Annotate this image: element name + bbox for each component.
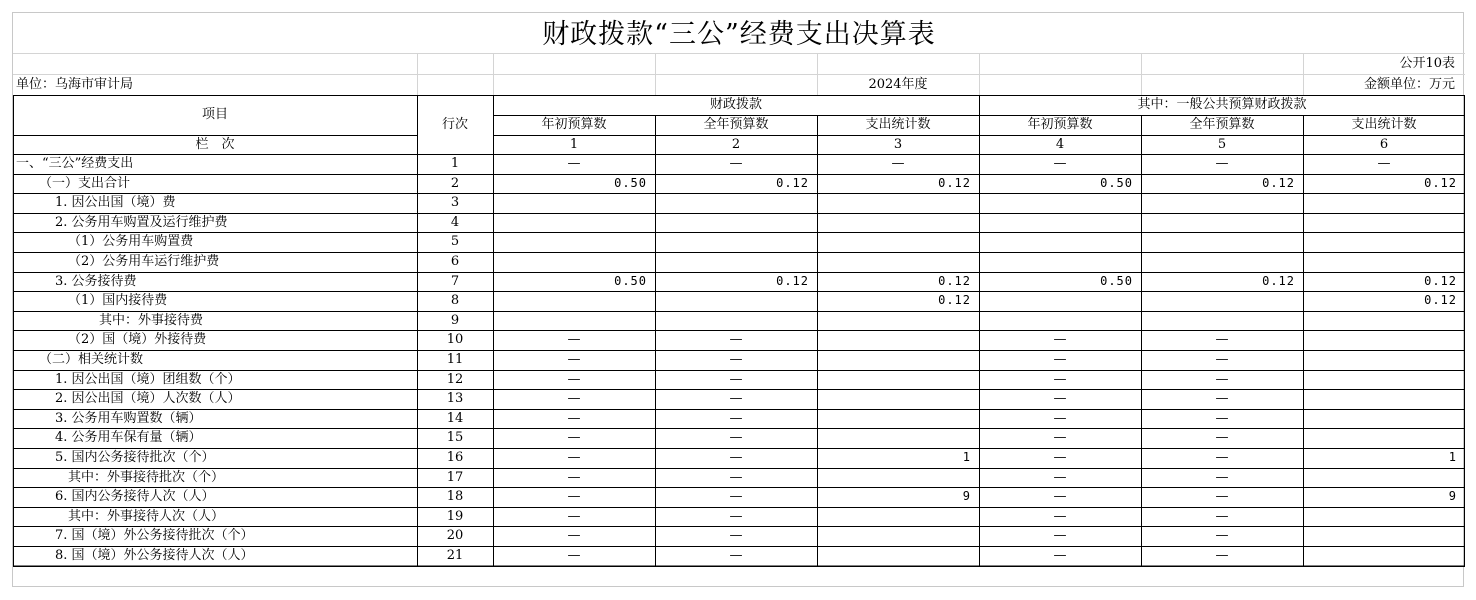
- row-value: [817, 311, 979, 331]
- unit-label: 单位：乌海市审计局: [16, 77, 134, 92]
- row-label: 其中：外事接待批次（个）: [68, 469, 225, 485]
- row-line-no: 4: [450, 214, 460, 230]
- row-value: —: [891, 156, 905, 171]
- row-value: —: [567, 469, 581, 485]
- row-value: [817, 252, 979, 272]
- row-value: 0.50: [614, 273, 647, 288]
- row-value: —: [1215, 410, 1229, 426]
- row-value: 0.12: [1424, 293, 1457, 308]
- row-line-no: 12: [446, 371, 464, 387]
- row-value: —: [1053, 391, 1067, 407]
- row-value: 0.12: [938, 293, 971, 308]
- row-line-no: 1: [450, 156, 460, 171]
- column-number-1: 1: [569, 137, 579, 152]
- row-value: 1: [962, 450, 971, 464]
- row-value: [1303, 252, 1465, 272]
- row-value: —: [1053, 450, 1067, 465]
- row-value: [817, 213, 979, 233]
- row-value: —: [1215, 548, 1229, 563]
- row-value: [979, 213, 1141, 233]
- row-value: [1303, 193, 1465, 213]
- row-line-no: 6: [450, 254, 460, 269]
- row-value: [1303, 232, 1465, 252]
- row-value: 0.12: [776, 175, 809, 190]
- row-value: [1303, 350, 1465, 370]
- row-line-no: 20: [446, 528, 464, 544]
- row-value: 0.50: [1100, 175, 1133, 190]
- row-value: —: [729, 391, 743, 407]
- row-value: [1141, 252, 1303, 272]
- row-value: —: [1215, 450, 1229, 465]
- row-value: [1141, 311, 1303, 331]
- row-value: 9: [962, 489, 971, 504]
- row-value: [817, 507, 979, 527]
- row-value: [817, 409, 979, 429]
- row-line-no: 7: [450, 273, 460, 289]
- row-value: [493, 291, 655, 311]
- row-value: —: [567, 508, 581, 524]
- row-line-no: 18: [446, 489, 464, 505]
- header-line-no: 行次: [441, 117, 468, 132]
- row-label: 7. 国（境）外公务接待批次（个）: [55, 528, 254, 544]
- row-label: 2. 因公出国（境）人次数（人）: [55, 391, 241, 407]
- row-value: [817, 193, 979, 213]
- row-value: [655, 311, 817, 331]
- row-value: —: [1053, 371, 1067, 387]
- row-line-no: 13: [446, 391, 464, 407]
- row-value: [979, 252, 1141, 272]
- row-value: —: [567, 430, 581, 446]
- row-value: —: [567, 156, 581, 171]
- row-value: 0.12: [1262, 273, 1295, 288]
- row-value: [655, 213, 817, 233]
- row-value: —: [729, 469, 743, 485]
- row-value: —: [1053, 156, 1067, 171]
- row-line-no: 19: [446, 508, 464, 524]
- row-value: [1303, 370, 1465, 390]
- row-value: [1303, 526, 1465, 546]
- column-number-6: 6: [1379, 137, 1389, 152]
- row-value: [655, 232, 817, 252]
- row-value: —: [1053, 469, 1067, 485]
- header-item: 项目: [201, 107, 228, 122]
- row-value: [493, 232, 655, 252]
- row-value: [817, 546, 979, 566]
- row-line-no: 2: [450, 175, 460, 191]
- row-value: [1141, 213, 1303, 233]
- row-label: （2）公务用车运行维护费: [68, 254, 220, 269]
- row-value: [1303, 409, 1465, 429]
- row-value: [979, 193, 1141, 213]
- row-value: 0.12: [1262, 175, 1295, 190]
- row-value: —: [729, 489, 743, 505]
- row-value: [817, 350, 979, 370]
- row-value: —: [567, 332, 581, 348]
- row-label: （二）相关统计数: [39, 352, 144, 367]
- row-value: 9: [1448, 489, 1457, 504]
- amount-unit: 金额单位：万元: [1363, 77, 1455, 92]
- row-value: —: [729, 528, 743, 544]
- row-value: 1: [1448, 450, 1457, 464]
- row-label: 其中：外事接待人次（人）: [68, 508, 225, 524]
- row-value: 0.50: [1100, 273, 1133, 288]
- row-value: [1303, 507, 1465, 527]
- header-col-3: 支出统计数: [865, 117, 931, 132]
- row-value: [493, 213, 655, 233]
- row-value: —: [729, 548, 743, 563]
- row-value: [817, 370, 979, 390]
- header-general-budget: 其中：一般公共预算财政拨款: [1137, 97, 1307, 112]
- row-value: —: [1053, 489, 1067, 505]
- page-title: 财政拨款“三公”经费支出决算表: [542, 19, 936, 50]
- row-value: —: [1053, 352, 1067, 367]
- header-col-1: 年初预算数: [541, 117, 607, 132]
- row-value: —: [1215, 156, 1229, 171]
- row-label: （1）国内接待费: [68, 293, 168, 309]
- row-value: [1303, 330, 1465, 350]
- row-label: 6. 国内公务接待人次（人）: [55, 489, 215, 505]
- row-value: [1303, 546, 1465, 566]
- row-label: 3. 公务用车购置数（辆）: [55, 410, 202, 426]
- row-line-no: 10: [446, 332, 464, 348]
- header-fiscal-allocation: 财政拨款: [709, 97, 762, 112]
- row-value: —: [729, 430, 743, 446]
- row-line-no: 17: [446, 469, 464, 485]
- row-line-no: 15: [446, 430, 464, 446]
- row-value: [1303, 389, 1465, 409]
- row-value: 0.12: [938, 175, 971, 190]
- fiscal-year: 2024年度: [868, 77, 928, 92]
- row-label: 4. 公务用车保有量（辆）: [55, 430, 202, 446]
- row-value: 0.12: [938, 273, 971, 288]
- column-number-4: 4: [1055, 137, 1065, 152]
- column-number-2: 2: [731, 137, 741, 152]
- row-value: —: [729, 156, 743, 171]
- row-line-no: 3: [450, 195, 460, 211]
- row-label: （一）支出合计: [39, 175, 131, 191]
- row-label: 2. 公务用车购置及运行维护费: [55, 214, 228, 230]
- row-value: [817, 232, 979, 252]
- row-value: [655, 252, 817, 272]
- row-label: 1. 因公出国（境）团组数（个）: [55, 371, 241, 387]
- row-value: [1303, 311, 1465, 331]
- row-value: [1141, 193, 1303, 213]
- row-label: 5. 国内公务接待批次（个）: [55, 450, 215, 465]
- row-value: —: [567, 489, 581, 505]
- row-value: [817, 389, 979, 409]
- row-value: [493, 311, 655, 331]
- form-number: 公开10表: [1399, 56, 1455, 71]
- row-line-no: 9: [450, 312, 460, 328]
- row-value: 0.12: [1424, 175, 1457, 190]
- row-value: —: [1053, 548, 1067, 563]
- row-value: —: [567, 391, 581, 407]
- row-value: [655, 193, 817, 213]
- row-label: 其中：外事接待费: [99, 312, 204, 328]
- header-column-index: 栏 次: [195, 137, 235, 152]
- row-value: [817, 468, 979, 488]
- row-value: —: [729, 450, 743, 465]
- row-value: —: [1215, 430, 1229, 446]
- row-value: —: [1053, 430, 1067, 446]
- row-value: —: [729, 410, 743, 426]
- row-label: （2）国（境）外接待费: [68, 332, 207, 348]
- row-value: —: [729, 332, 743, 348]
- row-value: —: [1053, 332, 1067, 348]
- row-label: （1）公务用车购置费: [68, 234, 194, 250]
- row-value: —: [567, 410, 581, 426]
- row-value: —: [1215, 469, 1229, 485]
- row-line-no: 5: [450, 234, 460, 250]
- row-value: [493, 193, 655, 213]
- row-value: —: [567, 352, 581, 367]
- column-number-5: 5: [1217, 137, 1227, 152]
- row-value: [817, 526, 979, 546]
- row-value: —: [729, 352, 743, 367]
- row-value: —: [1215, 489, 1229, 505]
- header-col-6: 支出统计数: [1351, 117, 1417, 132]
- row-value: [817, 330, 979, 350]
- row-value: —: [1215, 332, 1229, 348]
- row-value: —: [1215, 352, 1229, 367]
- row-value: —: [567, 528, 581, 544]
- row-value: —: [567, 450, 581, 465]
- row-value: [1141, 232, 1303, 252]
- header-col-2: 全年预算数: [703, 117, 769, 132]
- row-value: 0.12: [1424, 273, 1457, 288]
- row-value: —: [567, 548, 581, 563]
- row-value: [979, 311, 1141, 331]
- row-value: [979, 291, 1141, 311]
- row-value: [979, 232, 1141, 252]
- row-label: 1. 因公出国（境）费: [55, 195, 176, 211]
- row-value: 0.12: [776, 273, 809, 288]
- row-value: —: [1215, 528, 1229, 544]
- row-value: [1303, 428, 1465, 448]
- row-value: [655, 291, 817, 311]
- row-value: —: [1377, 156, 1391, 171]
- row-value: [1303, 468, 1465, 488]
- row-label: 一、“三公”经费支出: [16, 156, 134, 171]
- row-value: —: [567, 371, 581, 387]
- row-label: 3. 公务接待费: [55, 273, 137, 289]
- row-value: —: [729, 371, 743, 387]
- row-value: —: [1053, 410, 1067, 426]
- row-line-no: 16: [446, 450, 464, 465]
- row-value: [817, 428, 979, 448]
- row-value: —: [1215, 391, 1229, 407]
- header-col-4: 年初预算数: [1027, 117, 1093, 132]
- row-line-no: 8: [450, 293, 460, 309]
- row-label: 8. 国（境）外公务接待人次（人）: [55, 548, 254, 563]
- row-line-no: 21: [446, 548, 464, 563]
- row-value: —: [729, 508, 743, 524]
- row-value: —: [1053, 528, 1067, 544]
- row-value: [1303, 213, 1465, 233]
- row-value: [493, 252, 655, 272]
- row-value: —: [1053, 508, 1067, 524]
- row-value: —: [1215, 508, 1229, 524]
- row-value: —: [1215, 371, 1229, 387]
- row-value: [1141, 291, 1303, 311]
- header-col-5: 全年预算数: [1189, 117, 1255, 132]
- decision-table-sheet: [12, 12, 1464, 587]
- row-value: 0.50: [614, 175, 647, 190]
- row-line-no: 14: [446, 410, 464, 426]
- row-line-no: 11: [446, 352, 464, 367]
- column-number-3: 3: [893, 137, 903, 152]
